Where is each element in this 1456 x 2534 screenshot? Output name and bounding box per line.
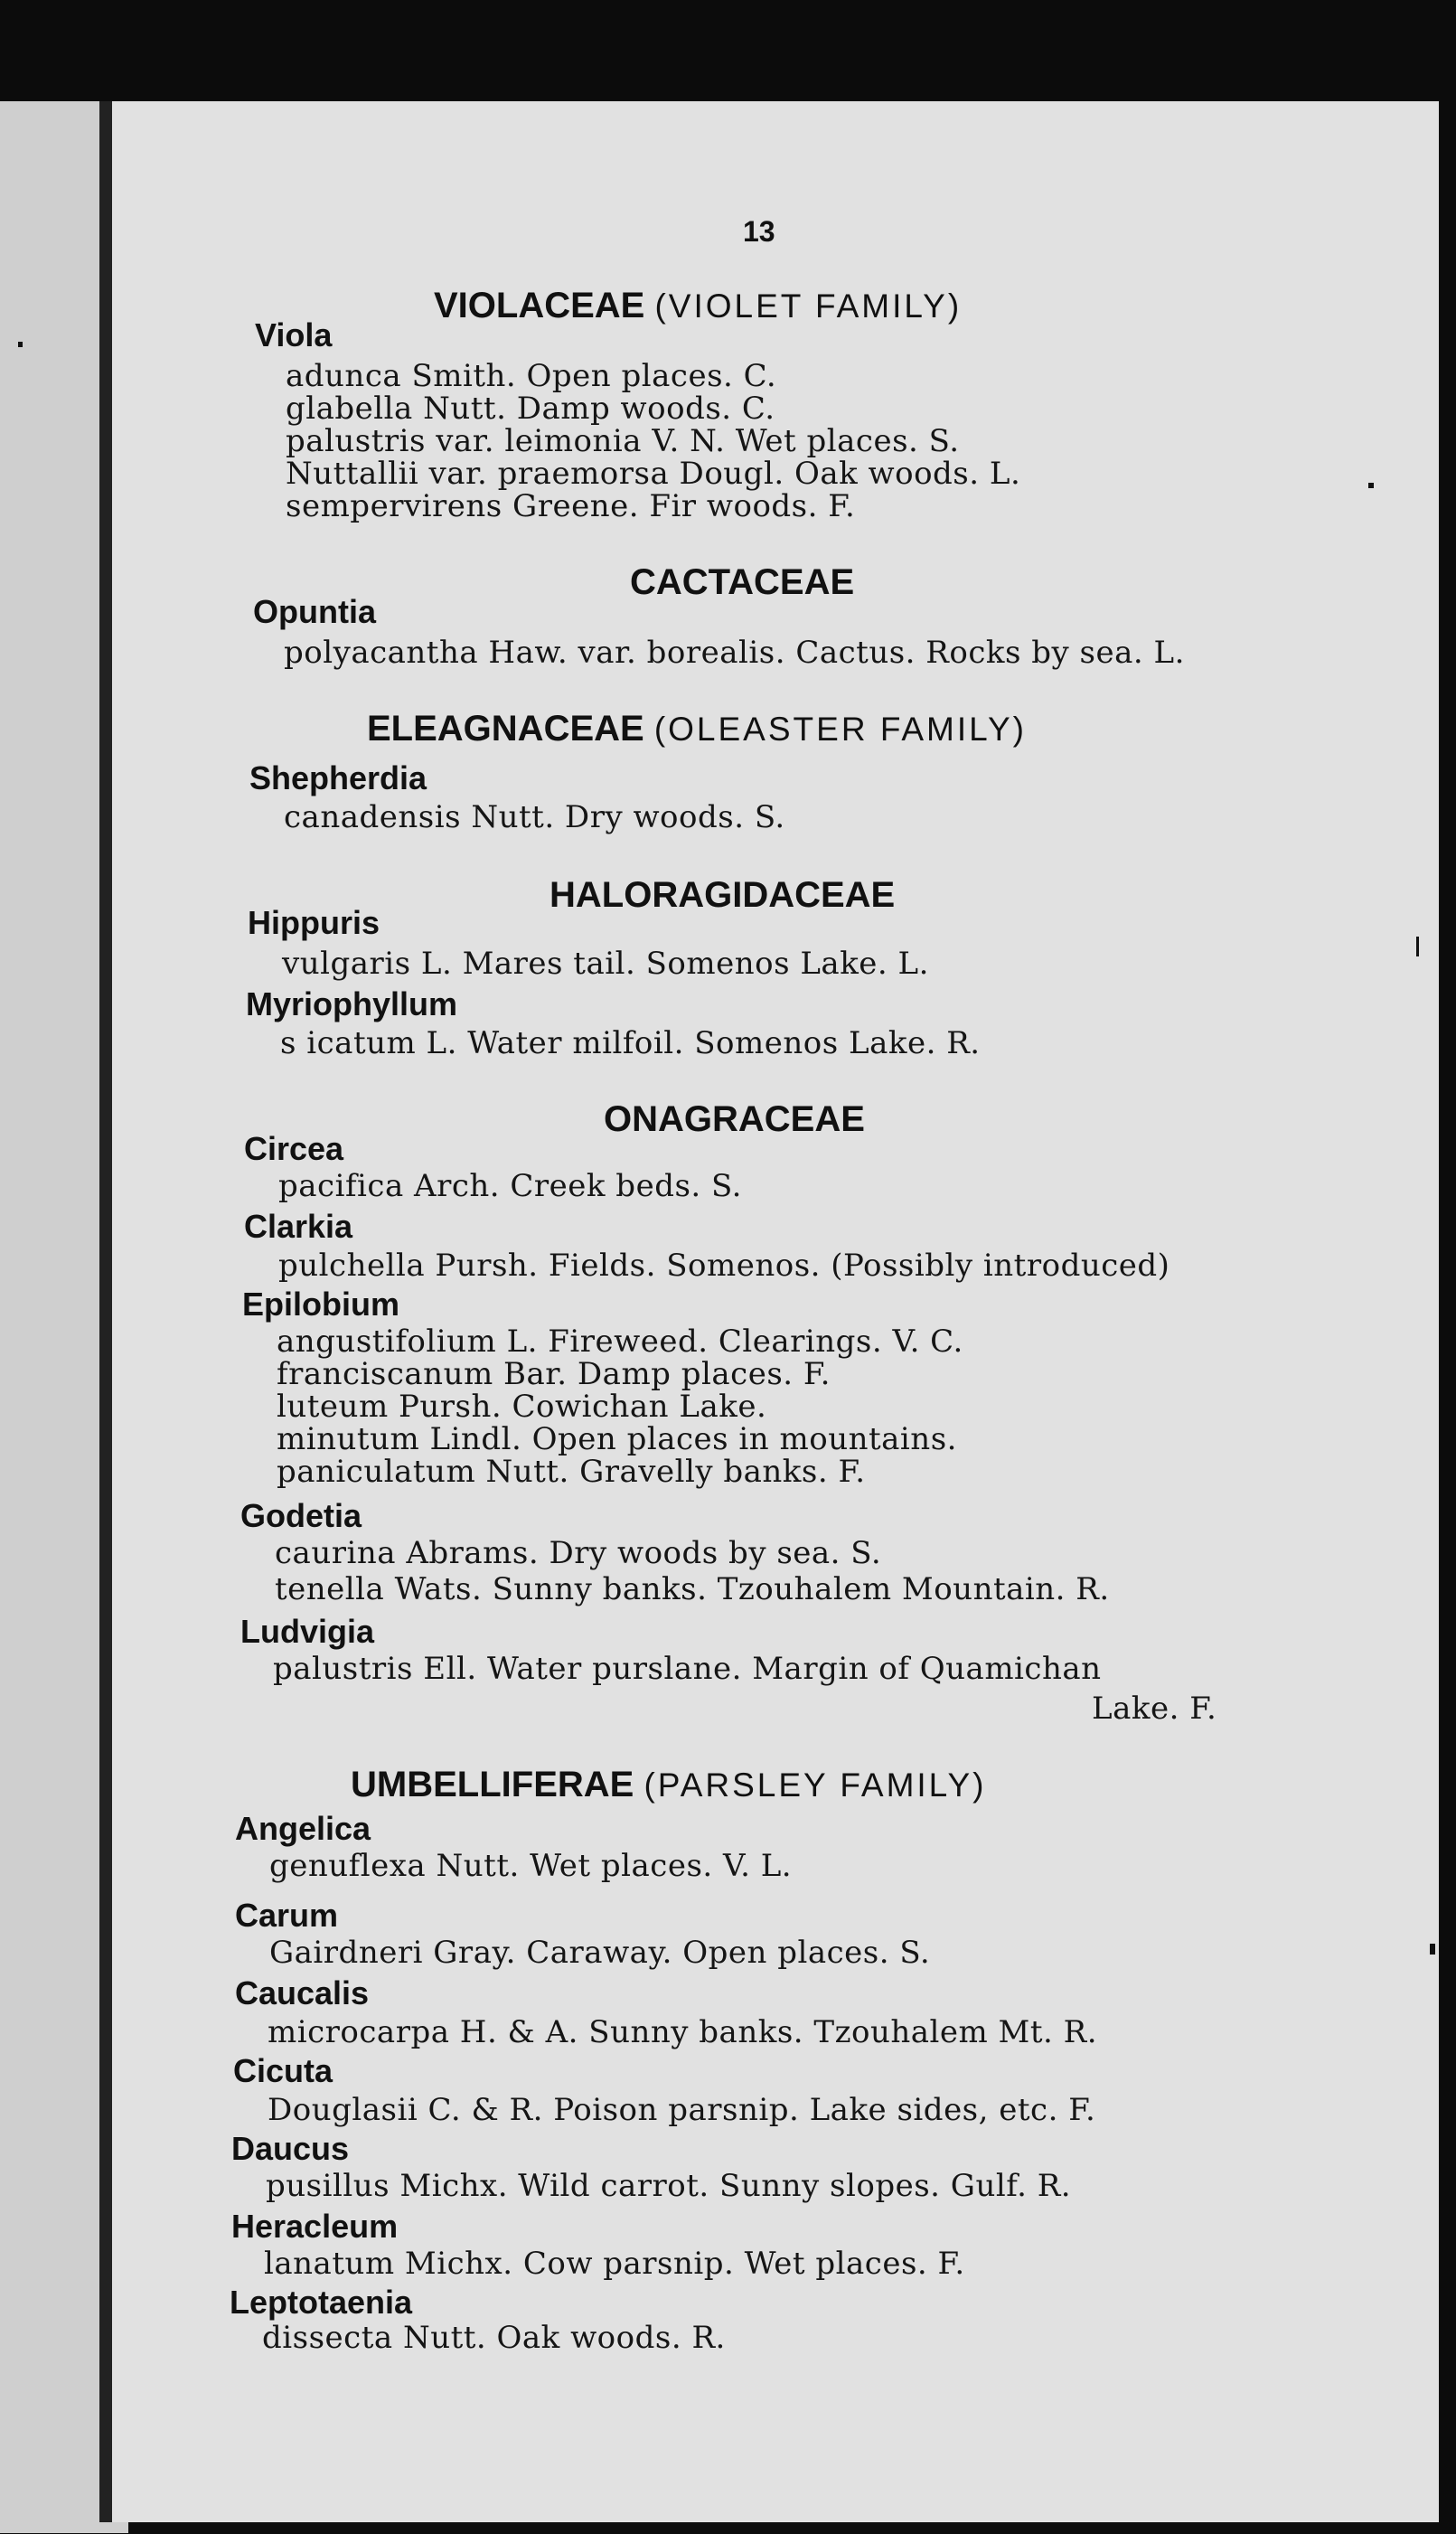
family-name: UMBELLIFERAE bbox=[351, 1765, 634, 1804]
family-name: ELEAGNACEAE bbox=[367, 709, 644, 749]
species-entry: minutum Lindl. Open places in mountains. bbox=[277, 1421, 957, 1457]
scan-mark bbox=[1430, 1944, 1435, 1955]
genus-name: Leptotaenia bbox=[230, 2284, 413, 2321]
genus-name: Shepherdia bbox=[249, 759, 427, 796]
species-entry: Lake. F. bbox=[1092, 1691, 1217, 1727]
genus-name: Viola bbox=[255, 316, 333, 353]
species-entry: pusillus Michx. Wild carrot. Sunny slopes. Gulf. R. bbox=[266, 2168, 1072, 2204]
species-entry: dissecta Nutt. Oak woods. R. bbox=[262, 2320, 726, 2356]
species-entry: franciscanum Bar. Damp places. F. bbox=[277, 1356, 831, 1392]
species-entry: paniculatum Nutt. Gravelly banks. F. bbox=[277, 1454, 866, 1490]
scan-mark bbox=[1416, 937, 1419, 956]
page-number: 13 bbox=[743, 215, 775, 248]
species-entry: Gairdneri Gray. Caraway. Open places. S. bbox=[269, 1935, 931, 1971]
genus-name: Ludvigia bbox=[240, 1613, 375, 1650]
genus-name: Carum bbox=[235, 1897, 339, 1934]
species-entry: s icatum L. Water milfoil. Somenos Lake. R. bbox=[280, 1025, 981, 1061]
species-entry: pulchella Pursh. Fields. Somenos. (Possibly introduced) bbox=[278, 1248, 1170, 1284]
genus-name: Opuntia bbox=[253, 593, 376, 630]
genus-name: Daucus bbox=[231, 2130, 350, 2167]
family-heading bbox=[434, 286, 962, 326]
genus-name: Caucalis bbox=[235, 1974, 370, 2011]
genus-name: Clarkia bbox=[244, 1208, 353, 1245]
species-entry: Douglasii C. & R. Poison parsnip. Lake sides, etc. F. bbox=[268, 2092, 1096, 2128]
species-entry: Nuttallii var. praemorsa Dougl. Oak woods. L. bbox=[286, 456, 1021, 492]
species-entry: lanatum Michx. Cow parsnip. Wet places. F. bbox=[264, 2246, 965, 2282]
genus-name: Hippuris bbox=[248, 904, 380, 941]
species-entry: genuflexa Nutt. Wet places. V. L. bbox=[269, 1848, 793, 1884]
species-entry: adunca Smith. Open places. C. bbox=[286, 358, 777, 394]
genus-name: Myriophyllum bbox=[246, 985, 458, 1022]
family-heading bbox=[351, 1765, 987, 1805]
family-heading bbox=[630, 562, 854, 603]
family-common-name: (OLEASTER FAMILY) bbox=[653, 711, 1027, 748]
species-entry: microcarpa H. & A. Sunny banks. Tzouhalem Mt. R. bbox=[268, 2014, 1098, 2050]
family-name: HALORAGIDACEAE bbox=[550, 875, 896, 915]
genus-name: Cicuta bbox=[233, 2052, 333, 2089]
species-entry: vulgaris L. Mares tail. Somenos Lake. L. bbox=[282, 946, 929, 982]
species-entry: palustris var. leimonia V. N. Wet places. S. bbox=[286, 423, 960, 459]
species-entry: pacifica Arch. Creek beds. S. bbox=[278, 1168, 742, 1204]
species-entry: tenella Wats. Sunny banks. Tzouhalem Mountain. R. bbox=[275, 1571, 1110, 1607]
genus-name: Godetia bbox=[240, 1497, 362, 1534]
genus-name: Circea bbox=[244, 1130, 344, 1167]
family-common-name: (VIOLET FAMILY) bbox=[654, 287, 963, 325]
family-common-name: (PARSLEY FAMILY) bbox=[643, 1766, 987, 1804]
species-entry: angustifolium L. Fireweed. Clearings. V. C. bbox=[277, 1324, 963, 1360]
family-heading bbox=[367, 709, 1027, 749]
genus-name: Angelica bbox=[235, 1810, 371, 1847]
species-entry: palustris Ell. Water purslane. Margin of Quamichan bbox=[273, 1651, 1102, 1687]
species-entry: polyacantha Haw. var. borealis. Cactus. Rocks by sea. L. bbox=[284, 635, 1185, 671]
scan-mark bbox=[18, 342, 23, 347]
species-entry: canadensis Nutt. Dry woods. S. bbox=[284, 799, 785, 835]
family-name: VIOLACEAE bbox=[434, 286, 645, 325]
family-name: ONAGRACEAE bbox=[604, 1099, 865, 1139]
species-entry: glabella Nutt. Damp woods. C. bbox=[286, 391, 775, 427]
species-entry: caurina Abrams. Dry woods by sea. S. bbox=[275, 1535, 882, 1571]
family-name: CACTACEAE bbox=[630, 562, 855, 602]
family-heading bbox=[604, 1099, 865, 1140]
species-entry: sempervirens Greene. Fir woods. F. bbox=[286, 488, 856, 524]
family-heading bbox=[550, 875, 895, 916]
genus-name: Heracleum bbox=[231, 2208, 399, 2245]
genus-name: Epilobium bbox=[242, 1286, 399, 1323]
species-entry: luteum Pursh. Cowichan Lake. bbox=[277, 1389, 767, 1425]
scan-mark bbox=[1368, 483, 1374, 488]
